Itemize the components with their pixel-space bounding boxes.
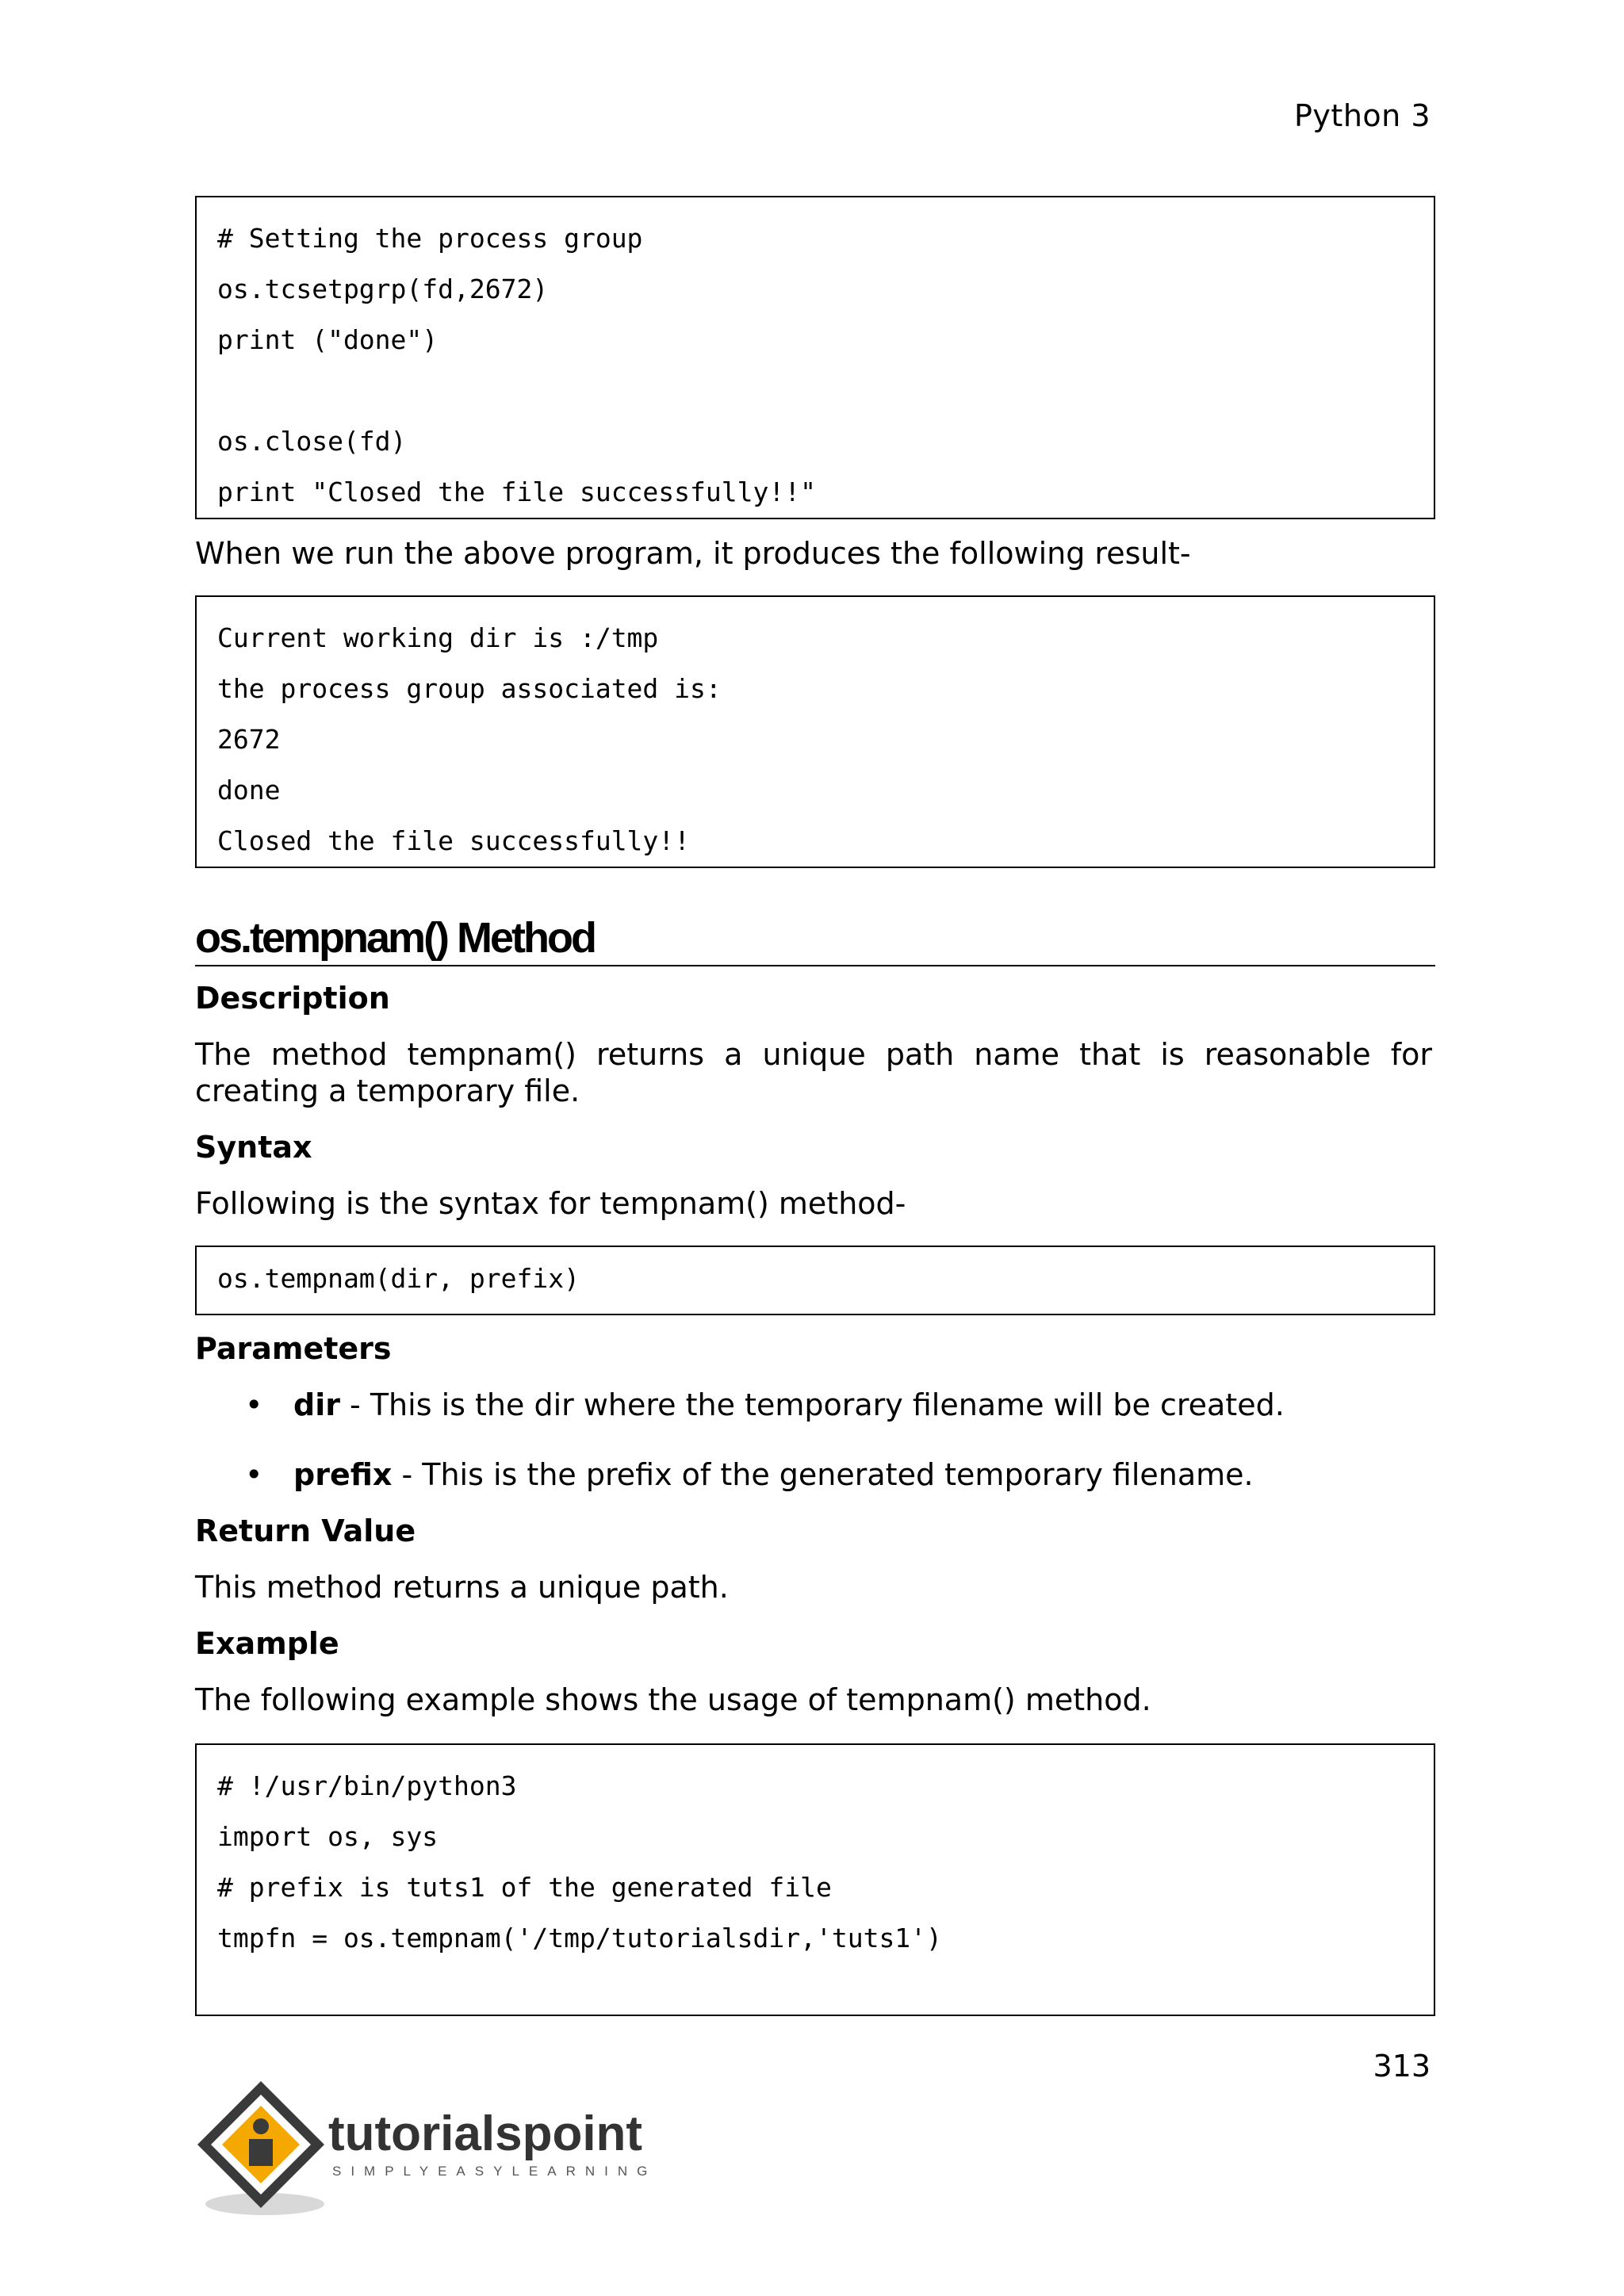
code-line: os.tcsetpgrp(fd,2672) [217, 274, 549, 304]
code-line: # Setting the process group [217, 223, 643, 254]
output-line: Current working dir is :/tmp [217, 622, 659, 653]
bullet-icon: • [245, 1387, 263, 1422]
parameter-name: prefix [293, 1457, 393, 1492]
page-number: 313 [1373, 2049, 1431, 2084]
code-line [217, 365, 1413, 416]
code-line: os.close(fd) [217, 426, 407, 457]
output-line: done [217, 775, 281, 806]
result-intro: When we run the above program, it produces the following result- [195, 536, 1191, 571]
code-line: tmpfn = os.tempnam('/tmp/tutorialsdir,'tuts1') [217, 1923, 942, 1954]
output-line: the process group associated is: [217, 673, 722, 704]
code-line: # !/usr/bin/python3 [217, 1770, 517, 1801]
parameter-desc: - This is the prefix of the generated temporary filename. [392, 1457, 1254, 1492]
example-heading: Example [195, 1626, 339, 1661]
code-block-1 [195, 196, 1435, 519]
tutorialspoint-logo [193, 2077, 669, 2220]
page-content [195, 196, 1432, 2016]
description-text: The method tempnam() returns a unique path name that is reasonable for creating a temporary file. [195, 1037, 1432, 1108]
logo-tagline: SIMPLYEASYLEARNING [332, 2164, 657, 2179]
code-line: print ("done") [217, 324, 439, 355]
output-line: Closed the file successfully!! [217, 825, 691, 856]
logo-text: tutorialspoint [328, 2107, 643, 2161]
parameter-item [195, 1456, 1432, 1493]
parameter-item [195, 1387, 1432, 1423]
code-line: print "Closed the file successfully!!" [217, 476, 816, 507]
example-code-block [195, 1743, 1435, 2016]
parameter-desc: - This is the dir where the temporary filename will be created. [339, 1387, 1285, 1422]
syntax-heading: Syntax [195, 1130, 312, 1165]
running-header: Python 3 [1294, 98, 1431, 133]
output-block [195, 595, 1435, 868]
output-line: 2672 [217, 724, 281, 755]
code-line: os.tempnam(dir, prefix) [217, 1263, 580, 1294]
return-heading: Return Value [195, 1513, 416, 1548]
parameter-name: dir [293, 1387, 340, 1422]
parameters-heading: Parameters [195, 1331, 392, 1366]
code-line: import os, sys [217, 1821, 439, 1852]
example-intro: The following example shows the usage of tempnam() method. [195, 1682, 1151, 1717]
description-heading: Description [195, 981, 390, 1016]
syntax-intro: Following is the syntax for tempnam() method- [195, 1186, 906, 1221]
syntax-code-block [195, 1246, 1435, 1315]
return-text: This method returns a unique path. [195, 1570, 729, 1605]
section-title: os.tempnam() Method [195, 913, 1435, 966]
code-line: # prefix is tuts1 of the generated file [217, 1872, 832, 1903]
bullet-icon: • [245, 1457, 263, 1492]
